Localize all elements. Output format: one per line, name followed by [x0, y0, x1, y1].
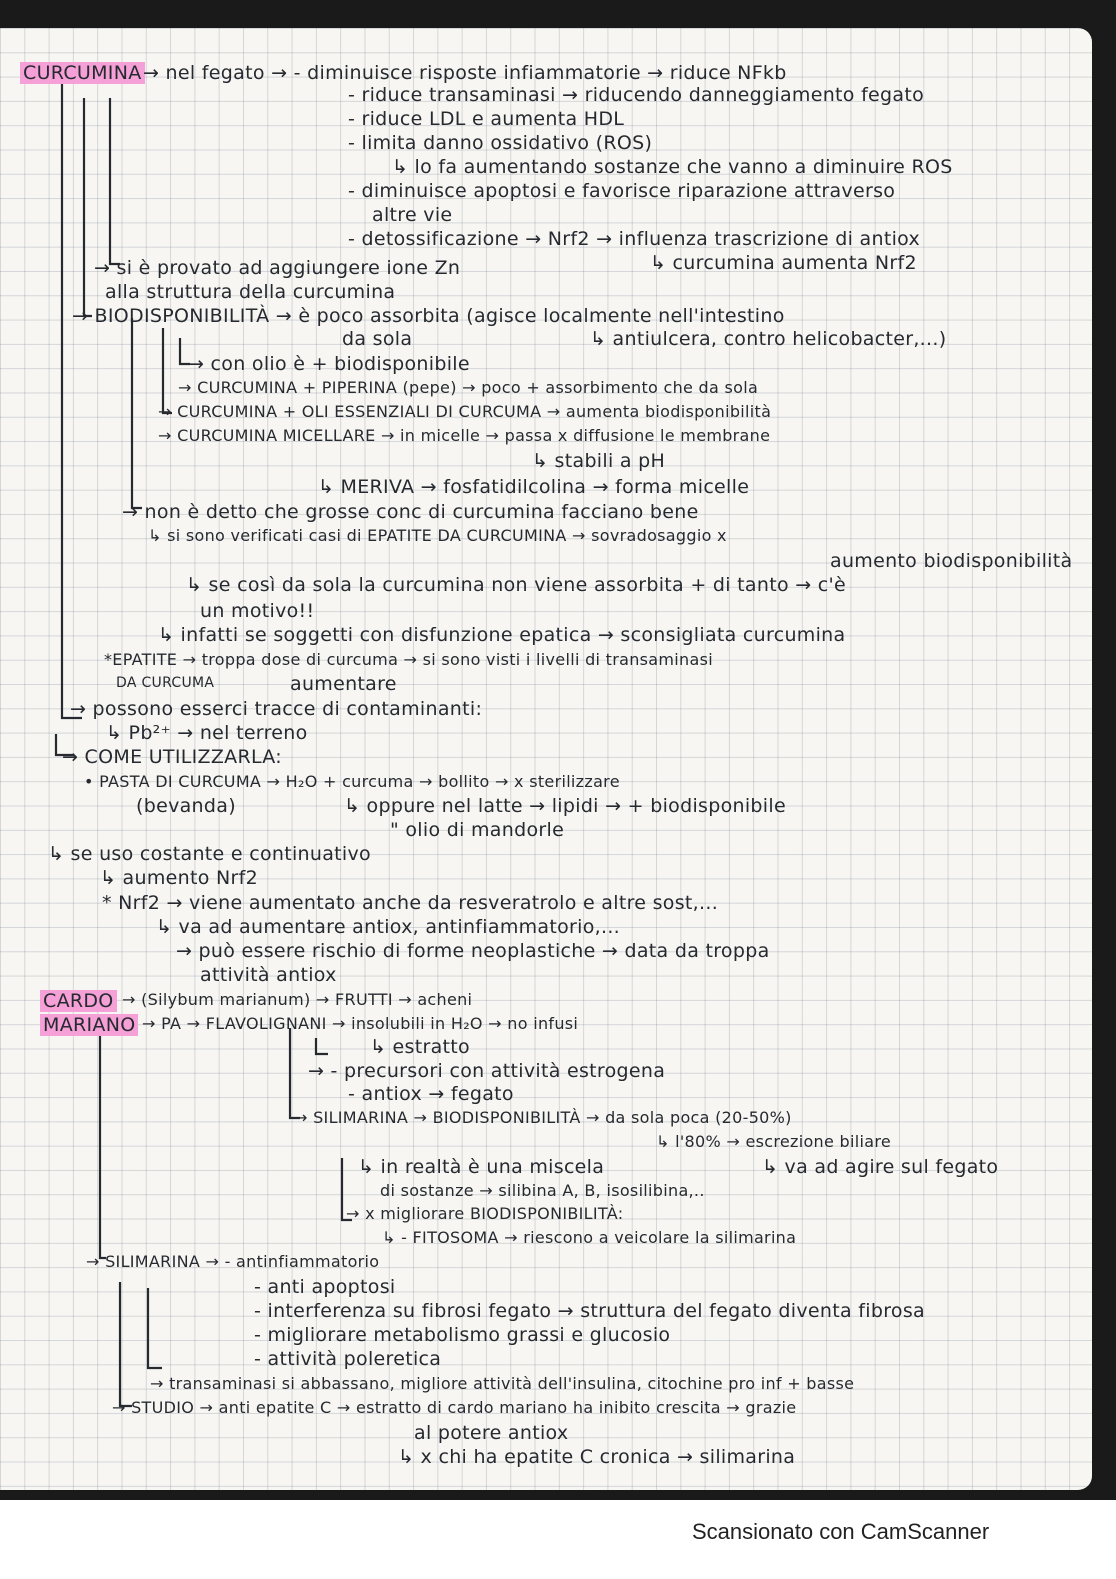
note-line: alla struttura della curcumina — [105, 281, 396, 303]
note-line: • PASTA DI CURCUMA → H₂O + curcuma → bollito → x sterilizzare — [84, 772, 620, 791]
note-line: ↳ se uso costante e continuativo — [48, 843, 371, 865]
note-line: ↳ - FITOSOMA → riescono a veicolare la silimarina — [382, 1228, 797, 1247]
note-line: → x migliorare BIODISPONIBILITÀ: — [346, 1204, 624, 1223]
note-line: → COME UTILIZZARLA: — [62, 746, 282, 768]
note-line: al potere antiox — [414, 1422, 569, 1444]
heading-cardo: CARDO — [40, 990, 117, 1012]
note-line: ↳ x chi ha epatite C cronica → silimarina — [398, 1446, 796, 1468]
note-line: - antiox → fegato — [348, 1083, 514, 1105]
note-line: - detossificazione → Nrf2 → influenza trascrizione di antiox — [348, 228, 921, 250]
note-line: ↳ lo fa aumentando sostanze che vanno a diminuire ROS — [392, 156, 953, 178]
note-line: di sostanze → silibina A, B, isosilibina,.. — [380, 1181, 705, 1200]
note-line: aumentare — [290, 673, 397, 695]
note-line: - limita danno ossidativo (ROS) — [348, 132, 653, 154]
note-line: ↳ stabili a pH — [532, 450, 666, 472]
note-line: ↳ Pb²⁺ → nel terreno — [106, 722, 308, 744]
note-line: → CURCUMINA MICELLARE → in micelle → passa x diffusione le membrane — [158, 426, 771, 445]
note-line: ↳ curcumina aumenta Nrf2 — [650, 252, 917, 274]
handwritten-notes — [0, 28, 1092, 1490]
note-line: → PA → FLAVOLIGNANI → insolubili in H₂O → no infusi — [142, 1014, 579, 1033]
note-line: → BIODISPONIBILITÀ → è poco assorbita (agisce localmente nell'intestino — [72, 305, 785, 327]
note-line: - riduce LDL e aumenta HDL — [348, 108, 625, 130]
note-line: → SILIMARINA → - antinfiammatorio — [86, 1252, 380, 1271]
note-line: ↳ in realtà è una miscela — [358, 1156, 605, 1178]
note-line: → può essere rischio di forme neoplastiche → data da troppa — [176, 940, 770, 962]
note-line: → nel fegato → - diminuisce risposte infiammatorie → riduce NFkb — [143, 62, 787, 84]
note-line: → SILIMARINA → BIODISPONIBILITÀ → da sola poca (20-50%) — [294, 1108, 792, 1127]
note-line: → non è detto che grosse conc di curcumina facciano bene — [122, 501, 699, 523]
note-line: DA CURCUMA — [116, 675, 215, 691]
note-line: ↳ va ad agire sul fegato — [762, 1156, 999, 1178]
note-line: attività antiox — [200, 964, 337, 986]
note-line: → si è provato ad aggiungere ione Zn — [94, 257, 461, 279]
note-line: → STUDIO → anti epatite C → estratto di cardo mariano ha inibito crescita → grazie — [112, 1398, 797, 1417]
note-line: ↳ si sono verificati casi di EPATITE DA CURCUMINA → sovradosaggio x — [148, 526, 727, 545]
note-line: → con olio è + biodisponibile — [188, 353, 470, 375]
heading-mariano: MARIANO — [40, 1014, 138, 1036]
note-line: un motivo!! — [200, 600, 315, 622]
note-line: *EPATITE → troppa dose di curcuma → si sono visti i livelli di transaminasi — [104, 650, 713, 669]
note-line: - attività poleretica — [254, 1348, 442, 1370]
note-line: → possono esserci tracce di contaminanti: — [70, 698, 483, 720]
note-line: ↳ va ad aumentare antiox, antinfiammatorio,... — [156, 916, 621, 938]
note-line: aumento biodisponibilità — [830, 550, 1073, 572]
note-line: → (Silybum marianum) → FRUTTI → acheni — [122, 990, 473, 1009]
note-line: ↳ estratto — [370, 1036, 470, 1058]
note-line: ↳ MERIVA → fosfatidilcolina → forma micelle — [318, 476, 750, 498]
note-line: ↳ oppure nel latte → lipidi → + biodisponibile — [344, 795, 786, 817]
note-line: ↳ aumento Nrf2 — [100, 867, 258, 889]
note-line: → CURCUMINA + OLI ESSENZIALI DI CURCUMA → aumenta biodisponibilità — [158, 402, 772, 421]
notebook-paper — [0, 28, 1092, 1490]
scanner-footer: Scansionato con CamScanner — [692, 1519, 990, 1544]
note-line: * Nrf2 → viene aumentato anche da resveratrolo e altre sost,... — [102, 892, 719, 914]
note-line: da sola — [342, 328, 413, 350]
note-line: → - precursori con attività estrogena — [308, 1060, 666, 1082]
note-line: - migliorare metabolismo grassi e glucosio — [254, 1324, 671, 1346]
note-line: ↳ se così da sola la curcumina non viene assorbita + di tanto → c'è — [186, 574, 847, 596]
note-line: altre vie — [372, 204, 453, 226]
note-line: - interferenza su fibrosi fegato → struttura del fegato diventa fibrosa — [254, 1300, 925, 1322]
heading-curcumina: CURCUMINA — [20, 62, 145, 84]
note-line: → CURCUMINA + PIPERINA (pepe) → poco + assorbimento che da sola — [178, 378, 759, 397]
note-line: ↳ infatti se soggetti con disfunzione epatica → sconsigliata curcumina — [158, 624, 846, 646]
note-line: - riduce transaminasi → riducendo danneggiamento fegato — [348, 84, 925, 106]
note-line: ↳ antiulcera, contro helicobacter,...) — [590, 328, 947, 350]
note-line: " olio di mandorle — [390, 819, 565, 841]
note-line: ↳ l'80% → escrezione biliare — [656, 1132, 891, 1151]
note-line: (bevanda) — [136, 795, 236, 817]
note-line: → transaminasi si abbassano, migliore attività dell'insulina, citochine pro inf + basse — [150, 1374, 855, 1393]
note-line: - anti apoptosi — [254, 1276, 396, 1298]
note-line: - diminuisce apoptosi e favorisce riparazione attraverso — [348, 180, 896, 202]
